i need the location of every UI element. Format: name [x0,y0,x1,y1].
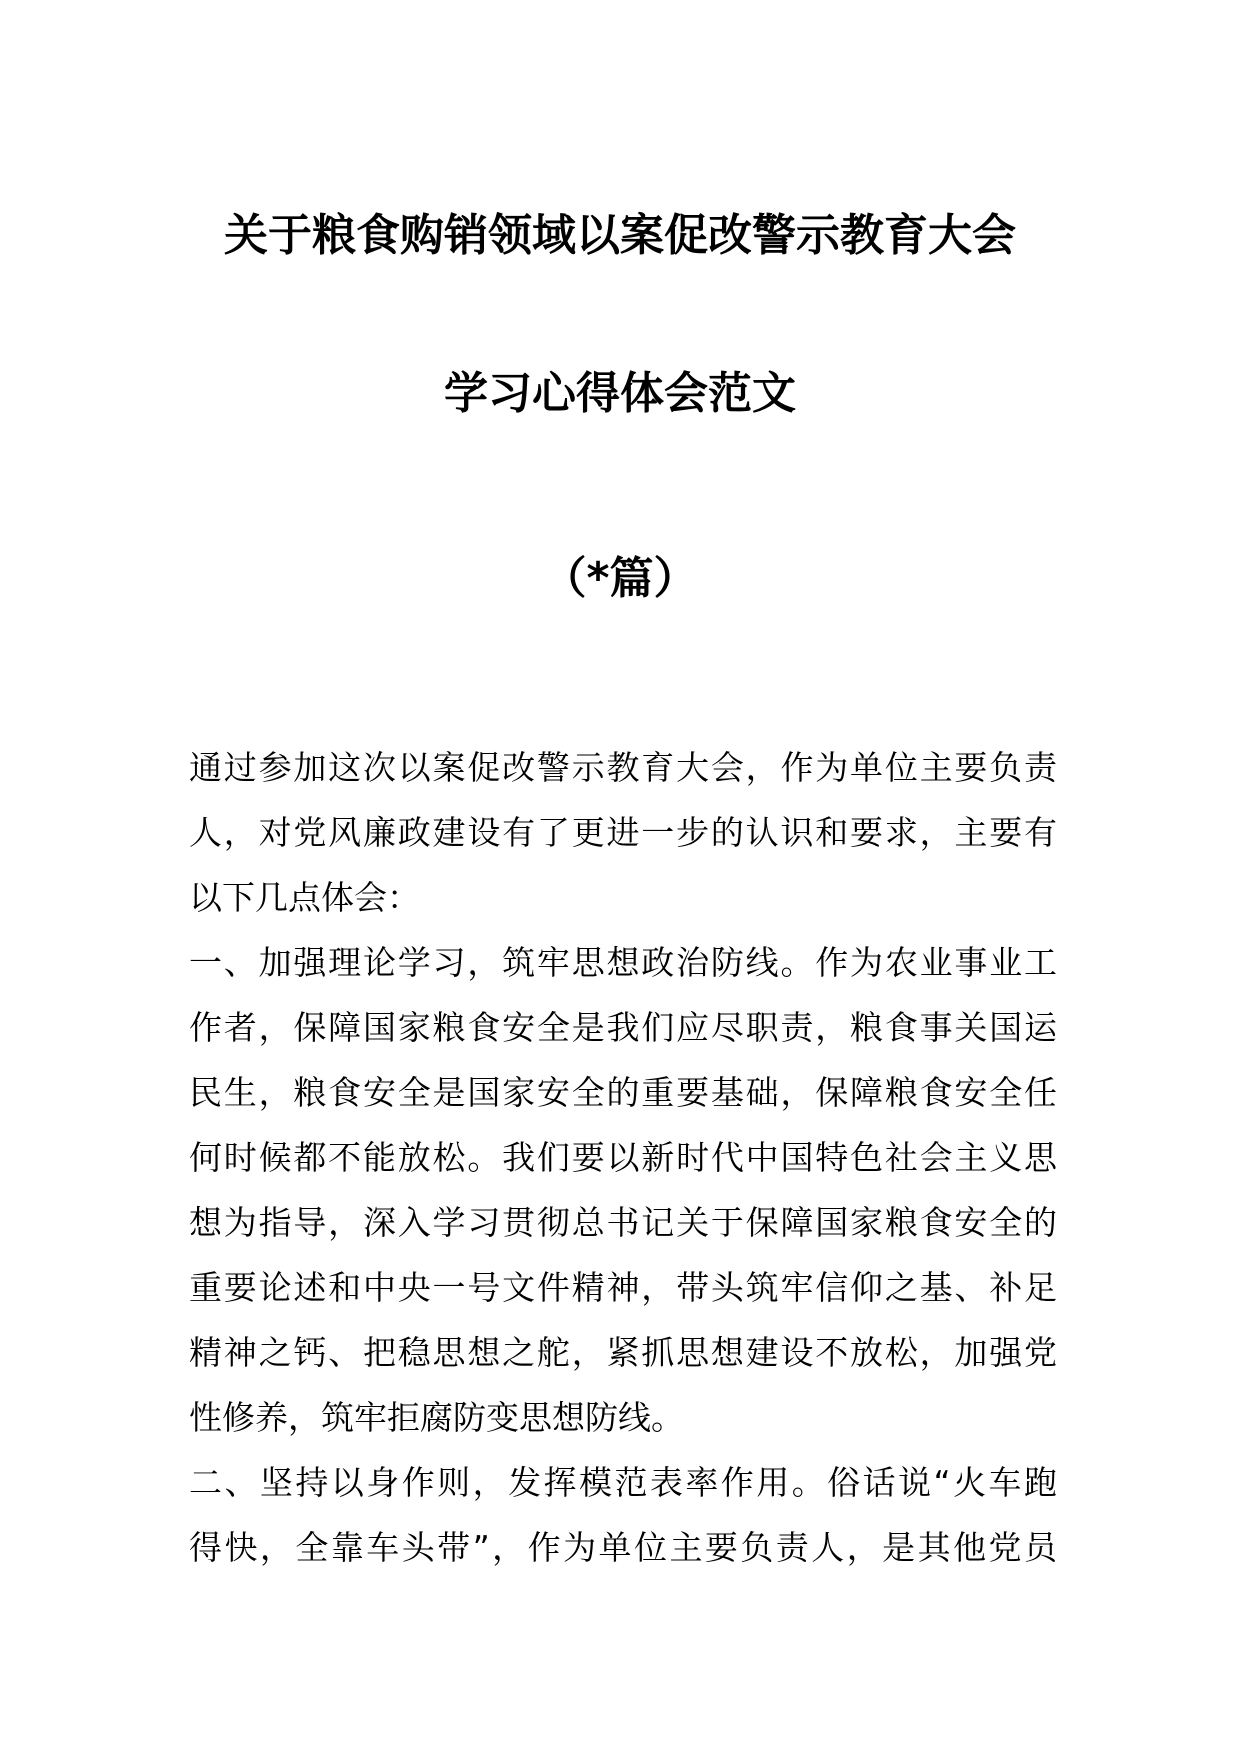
body-text-line: 想为指导，深入学习贯彻总书记关于保障国家粮食安全的 [189,1203,1057,1242]
document-title-count: （*篇） [542,553,698,604]
body-text-line: 何时候都不能放松。我们要以新时代中国特色社会主义思 [189,1138,1057,1177]
document-title-line-2: 学习心得体会范文 [444,368,796,419]
body-text-line: 得快，全靠车头带”，作为单位主要负责人，是其他党员 [189,1528,1057,1567]
body-text-line: 性修养，筑牢拒腐防变思想防线。 [189,1398,684,1437]
body-text-line: 作者，保障国家粮食安全是我们应尽职责，粮食事关国运 [189,1008,1057,1047]
document-title-line-1: 关于粮食购销领域以案促改警示教育大会 [224,210,1016,261]
body-text-line: 通过参加这次以案促改警示教育大会，作为单位主要负责 [189,748,1057,787]
body-text-line: 以下几点体会： [189,878,420,917]
document-body [189,735,1057,1580]
body-text-line: 民生，粮食安全是国家安全的重要基础，保障粮食安全任 [189,1073,1057,1112]
body-text-line: 二、坚持以身作则，发挥模范表率作用。俗话说“火车跑 [189,1463,1057,1502]
body-text-line: 一、加强理论学习，筑牢思想政治防线。作为农业事业工 [189,943,1057,982]
body-text-line: 人，对党风廉政建设有了更进一步的认识和要求，主要有 [189,813,1057,852]
body-text-line: 精神之钙、把稳思想之舵，紧抓思想建设不放松，加强党 [189,1333,1057,1372]
body-text-line: 重要论述和中央一号文件精神，带头筑牢信仰之基、补足 [189,1268,1057,1307]
